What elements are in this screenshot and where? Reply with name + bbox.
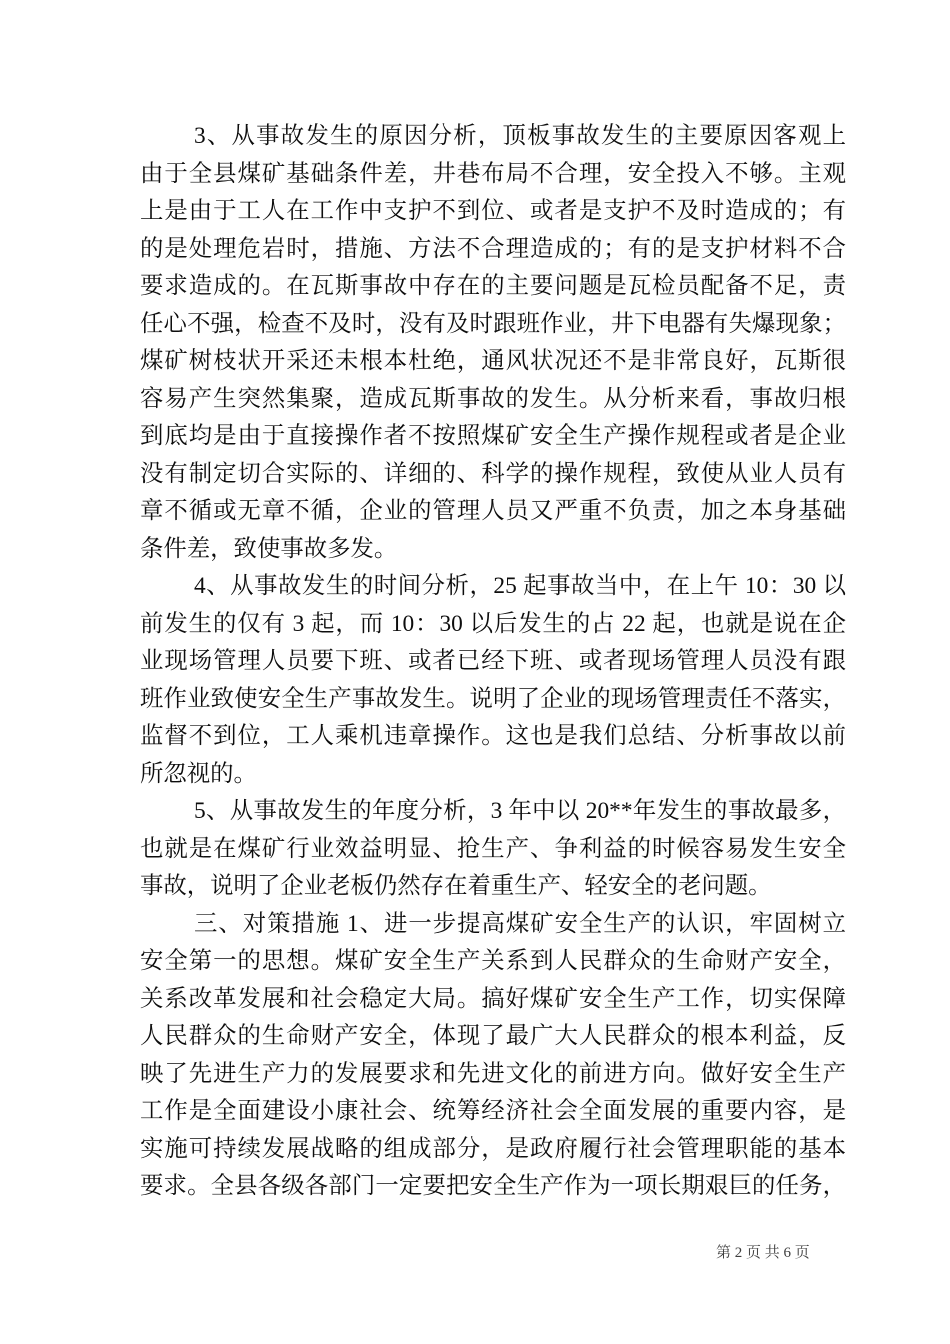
text-line: 4、从事故发生的时间分析，25 起事故当中，在上午 10：30 以 — [194, 573, 846, 599]
text-line: 到底均是由于直接操作者不按照煤矿安全生产操作规程或者是企业 — [140, 423, 846, 449]
text-line: 没有制定切合实际的、详细的、科学的操作规程，致使从业人员有 — [140, 460, 846, 487]
text-line: 前发生的仅有 3 起，而 10：30 以后发生的占 22 起，也就是说在企 — [140, 610, 846, 637]
text-line: 上是由于工人在工作中支护不到位、或者是支护不及时造成的；有 — [140, 198, 846, 224]
text-line: 关系改革发展和社会稳定大局。搞好煤矿安全生产工作，切实保障 — [140, 985, 846, 1012]
text-line: 所忽视的。 — [140, 760, 257, 787]
page-footer — [716, 1244, 916, 1263]
text-line: 安全第一的思想。煤矿安全生产关系到人民群众的生命财产安全， — [140, 948, 846, 974]
text-line: 业现场管理人员要下班、或者已经下班、或者现场管理人员没有跟 — [140, 648, 846, 674]
document-body — [140, 118, 846, 1206]
text-line: 3、从事故发生的原因分析，顶板事故发生的主要原因客观上 — [194, 123, 846, 149]
text-line: 容易产生突然集聚，造成瓦斯事故的发生。从分析来看，事故归根 — [140, 385, 846, 412]
text-line: 人民群众的生命财产安全，体现了最广大人民群众的根本利益，反 — [140, 1023, 846, 1049]
text-line: 煤矿树枝状开采还未根本杜绝，通风状况还不是非常良好，瓦斯很 — [140, 348, 846, 374]
text-line: 三、对策措施 1、进一步提高煤矿安全生产的认识，牢固树立 — [194, 910, 846, 937]
text-line: 的是处理危岩时，措施、方法不合理造成的；有的是支护材料不合 — [140, 235, 846, 262]
text-line: 要求造成的。在瓦斯事故中存在的主要问题是瓦检员配备不足，责 — [140, 273, 846, 299]
text-line: 条件差，致使事故多发。 — [140, 535, 398, 562]
text-line: 监督不到位，工人乘机违章操作。这也是我们总结、分析事故以前 — [140, 723, 846, 749]
text-line: 事故，说明了企业老板仍然存在着重生产、轻安全的老问题。 — [140, 873, 772, 899]
text-line: 章不循或无章不循，企业的管理人员又严重不负责，加之本身基础 — [140, 498, 846, 524]
text-line: 工作是全面建设小康社会、统筹经济社会全面发展的重要内容，是 — [140, 1098, 846, 1124]
text-line: 任心不强，检查不及时，没有及时跟班作业，井下电器有失爆现象； — [140, 310, 846, 337]
text-line: 实施可持续发展战略的组成部分，是政府履行社会管理职能的基本 — [140, 1135, 846, 1162]
text-line: 5、从事故发生的年度分析，3 年中以 20**年发生的事故最多， — [194, 798, 846, 824]
text-line: 也就是在煤矿行业效益明显、抢生产、争利益的时候容易发生安全 — [140, 835, 846, 862]
text-line: 班作业致使安全生产事故发生。说明了企业的现场管理责任不落实， — [140, 685, 846, 712]
text-line: 要求。全县各级各部门一定要把安全生产作为一项长期艰巨的任务， — [140, 1173, 846, 1199]
text-line: 映了先进生产力的发展要求和先进文化的前进方向。做好安全生产 — [140, 1060, 846, 1087]
page-number: 第 2 页 共 6 页 — [716, 1245, 810, 1261]
text-line: 由于全县煤矿基础条件差，井巷布局不合理，安全投入不够。主观 — [140, 160, 846, 187]
